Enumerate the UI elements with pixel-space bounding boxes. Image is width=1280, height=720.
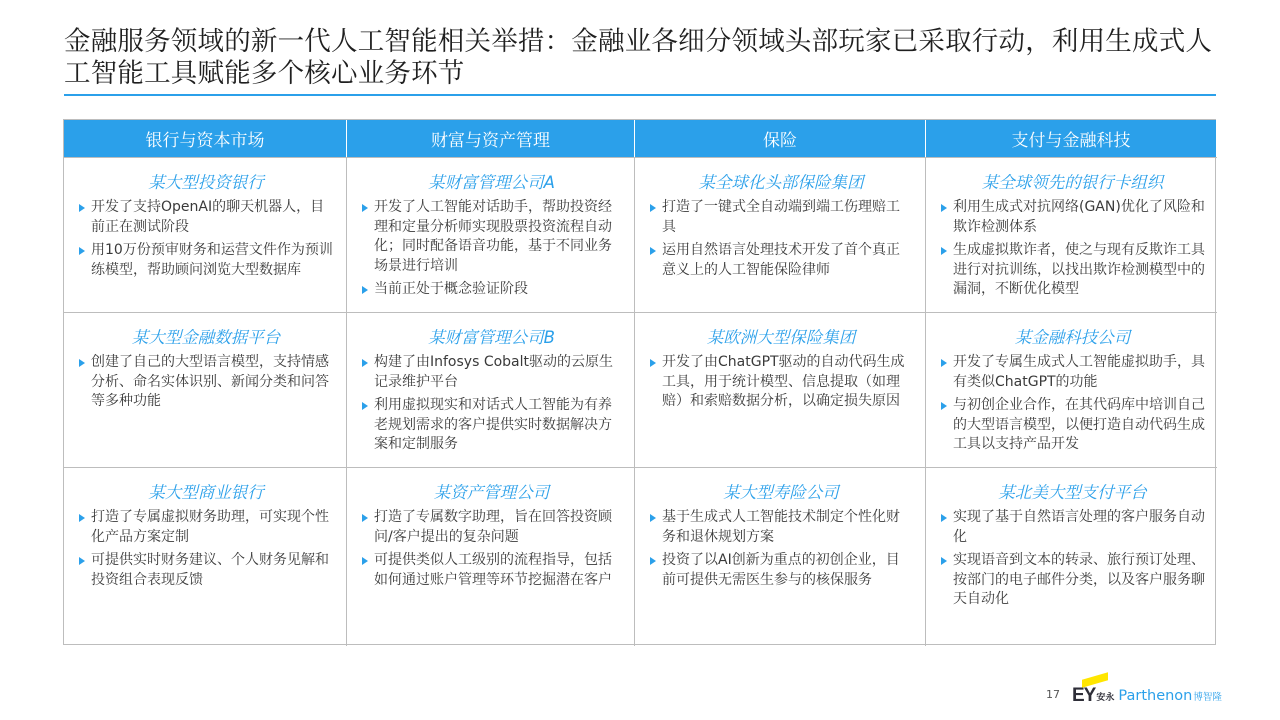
bullet-list: [361, 198, 622, 300]
bullet-item: 运用自然语言处理技术开发了首个真正意义上的人工智能保险律师: [649, 241, 913, 280]
company-name: 某大型金融数据平台: [131, 328, 281, 347]
company-name: 某大型商业银行: [148, 483, 264, 502]
ey-parthenon-logo: [1072, 674, 1222, 706]
bullet-list: [78, 508, 334, 590]
table-cell: [64, 157, 347, 312]
bullet-item: 与初创企业合作，在其代码库中培训自己的大型语言模型，以便打造自动代码生成工具以支持产品开发: [940, 396, 1205, 455]
company-name: 某大型投资银行: [148, 173, 264, 192]
bullet-item: 投资了以AI创新为重点的初创企业，目前可提供无需医生参与的核保服务: [649, 551, 913, 590]
table-cell: [635, 157, 926, 312]
bullet-item: 可提供实时财务建议、个人财务见解和投资组合表现反馈: [78, 551, 334, 590]
bullet-list: [940, 508, 1205, 610]
bullet-list: [940, 198, 1205, 300]
ey-chinese-mark: 安永: [1096, 693, 1115, 703]
bullet-item: 创建了自己的大型语言模型，支持情感分析、命名实体识别、新闻分类和问答等多种功能: [78, 353, 334, 412]
bullet-item: 开发了人工智能对话助手，帮助投资经理和定量分析师实现股票投资流程自动化；同时配备语音功能，基于不同业务场景进行培训: [361, 198, 622, 276]
company-name: 某金融科技公司: [1014, 328, 1131, 347]
bullet-item: 利用虚拟现实和对话式人工智能为有养老规划需求的客户提供实时数据解决方案和定制服务: [361, 396, 622, 455]
parthenon-chinese-mark: 博智隆: [1193, 692, 1222, 703]
table-cell: [635, 312, 926, 467]
bullet-list: [361, 353, 622, 455]
bullet-list: [649, 198, 913, 280]
bullet-item: 生成虚拟欺诈者，使之与现有反欺诈工具进行对抗训练，以找出欺诈检测模型中的漏洞，不断优化模型: [940, 241, 1205, 300]
bullet-item: 打造了专属虚拟财务助理，可实现个性化产品方案定制: [78, 508, 334, 547]
bullet-item: 实现语音到文本的转录、旅行预订处理、按部门的电子邮件分类，以及客户服务聊天自动化: [940, 551, 1205, 610]
company-name: 某北美大型支付平台: [998, 483, 1147, 502]
bullet-item: 可提供类似人工级别的流程指导，包括如何通过账户管理等环节挖掘潜在客户: [361, 551, 622, 590]
bullet-item: 开发了支持OpenAI的聊天机器人，目前正在测试阶段: [78, 198, 334, 237]
column-header-wealth: 财富与资产管理: [347, 120, 635, 157]
parthenon-wordmark: Parthenon: [1118, 688, 1193, 704]
company-name: 某资产管理公司: [433, 483, 550, 502]
company-name: 某财富管理公司A: [428, 173, 555, 192]
bullet-item: 实现了基于自然语言处理的客户服务自动化: [940, 508, 1205, 547]
page-title: 金融服务领域的新一代人工智能相关举措：金融业各细分领域头部玩家已采取行动，利用生成式人工智能工具赋能多个核心业务环节: [64, 26, 1213, 89]
column-header-banking: 银行与资本市场: [64, 120, 347, 157]
table-cell: [926, 157, 1217, 312]
bullet-list: [361, 508, 622, 590]
company-name: 某全球领先的银行卡组织: [981, 173, 1164, 192]
title-divider: [64, 94, 1216, 96]
bullet-item: 打造了专属数字助理，旨在回答投资顾问/客户提出的复杂问题: [361, 508, 622, 547]
table-cell: [926, 467, 1217, 646]
table-cell: [64, 467, 347, 646]
column-header-payments: 支付与金融科技: [926, 120, 1217, 157]
bullet-item: 利用生成式对抗网络(GAN)优化了风险和欺诈检测体系: [940, 198, 1205, 237]
table-cell: [347, 467, 635, 646]
ey-wordmark: EY: [1072, 685, 1096, 706]
bullet-item: 打造了一键式全自动端到端工伤理赔工具: [649, 198, 913, 237]
initiatives-table: [63, 119, 1216, 645]
bullet-item: 用10万份预审财务和运营文件作为预训练模型，帮助顾问浏览大型数据库: [78, 241, 334, 280]
ey-logo-text: [1072, 686, 1095, 706]
bullet-list: [940, 353, 1205, 455]
company-name: 某全球化头部保险集团: [698, 173, 864, 192]
bullet-item: 开发了由ChatGPT驱动的自动代码生成工具，用于统计模型、信息提取（如理赔）和索赔数据分析，以确定损失原因: [649, 353, 913, 412]
table-cell: [635, 467, 926, 646]
bullet-item: 基于生成式人工智能技术制定个性化财务和退休规划方案: [649, 508, 913, 547]
bullet-list: [649, 508, 913, 590]
table-cell: [64, 312, 347, 467]
company-name: 某欧洲大型保险集团: [706, 328, 856, 347]
column-header-insurance: 保险: [635, 120, 926, 157]
page-number: 17: [1046, 688, 1060, 701]
bullet-item: 开发了专属生成式人工智能虚拟助手，具有类似ChatGPT的功能: [940, 353, 1205, 392]
bullet-list: [78, 198, 334, 280]
company-name: 某财富管理公司B: [428, 328, 555, 347]
table-cell: [347, 312, 635, 467]
bullet-list: [649, 353, 913, 412]
bullet-list: [78, 353, 334, 412]
bullet-item: 构建了由Infosys Cobalt驱动的云原生记录维护平台: [361, 353, 622, 392]
bullet-item: 当前正处于概念验证阶段: [361, 280, 622, 300]
company-name: 某大型寿险公司: [723, 483, 839, 502]
table-cell: [926, 312, 1217, 467]
table-cell: [347, 157, 635, 312]
